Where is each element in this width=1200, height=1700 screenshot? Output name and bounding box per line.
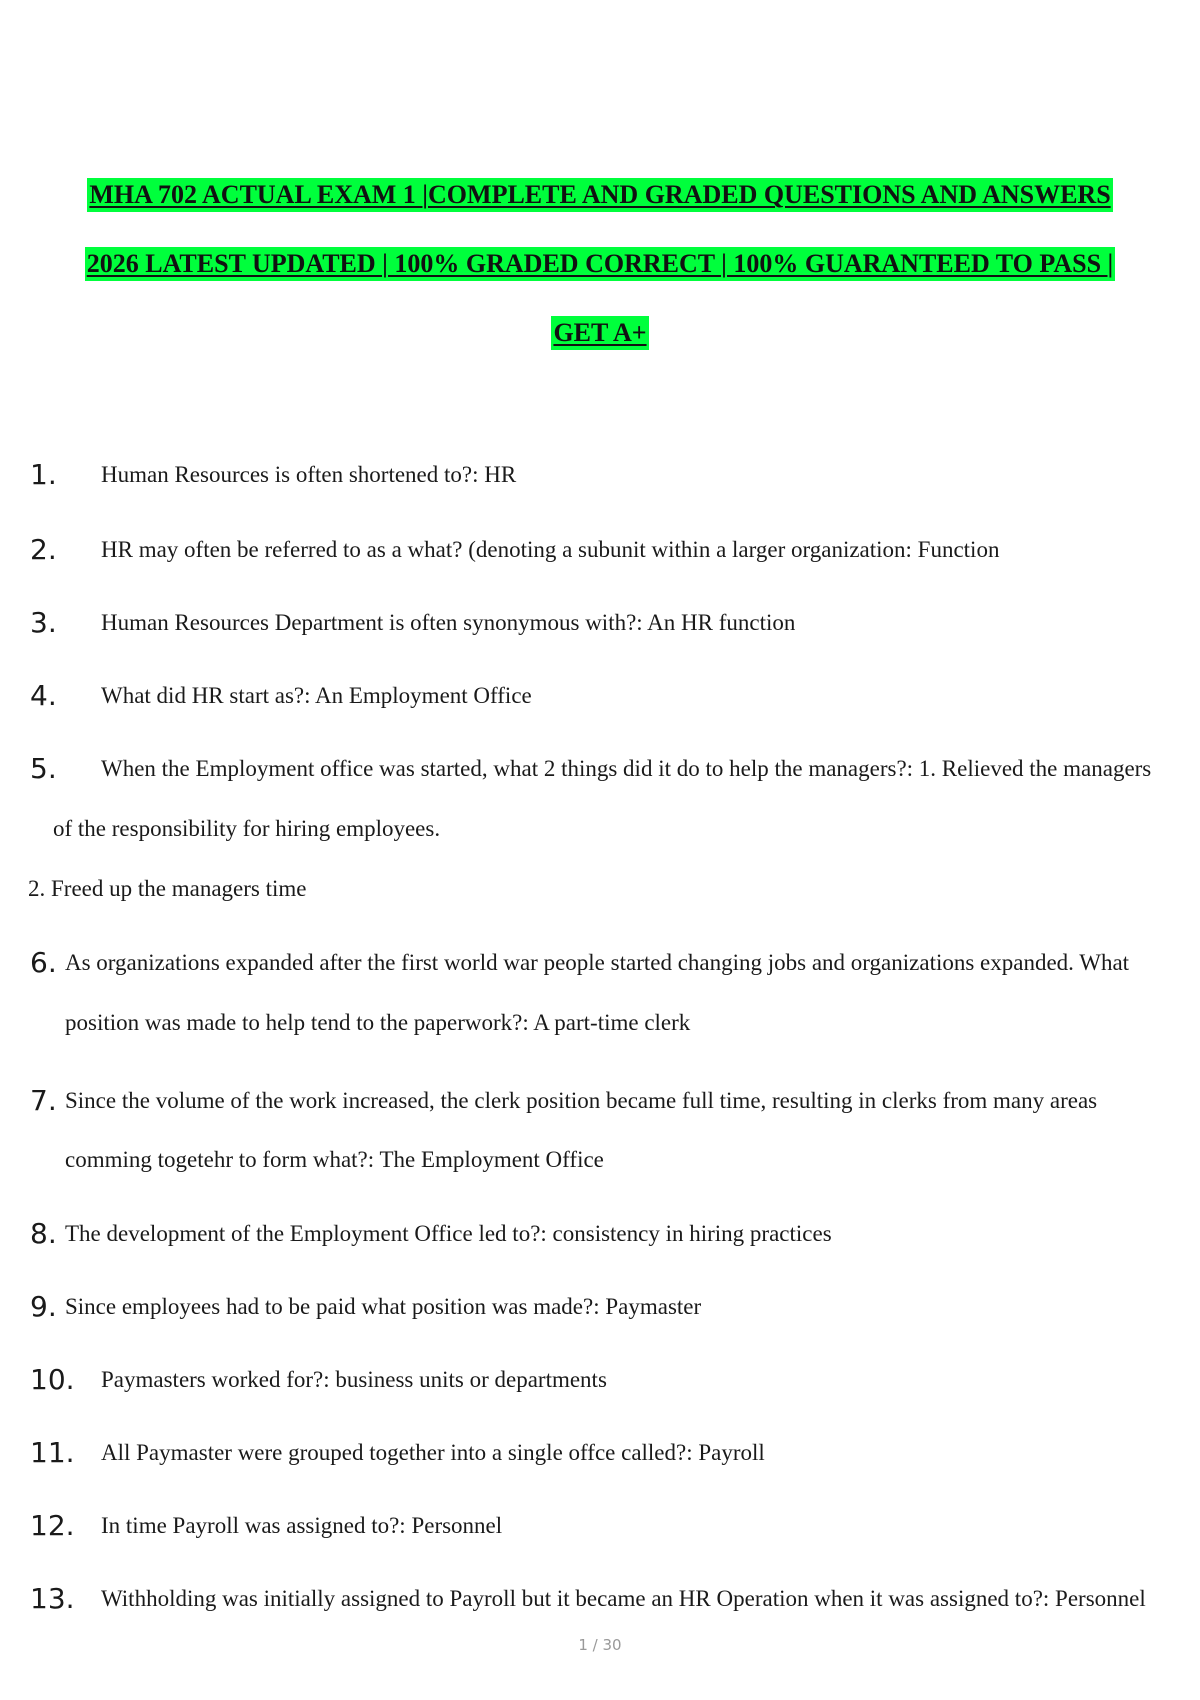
item-number: 1. (30, 458, 57, 491)
item-text: As organizations expanded after the first world war people started changing jobs and organizations expanded. What (65, 950, 1130, 975)
item-number: 10. (30, 1363, 75, 1396)
item-text: The development of the Employment Office led to?: consistency in hiring practices (65, 1221, 832, 1246)
title-line-1: MHA 702 ACTUAL EXAM 1 |COMPLETE AND GRADED QUESTIONS AND ANSWERS (87, 178, 1112, 212)
item-text: Human Resources is often shortened to?: HR (101, 462, 517, 487)
item-number: 12. (30, 1509, 75, 1542)
item-text: Human Resources Department is often synonymous with?: An HR function (101, 610, 796, 635)
title-line-3: GET A+ (551, 316, 648, 350)
item-text: Since the volume of the work increased, the clerk position became full time, resulting in clerks from many areas (65, 1088, 1098, 1113)
item-text: Paymasters worked for?: business units or departments (101, 1367, 607, 1392)
title-line-2: 2026 LATEST UPDATED | 100% GRADED CORRECT | 100% GUARANTEED TO PASS | (85, 247, 1116, 281)
item-number: 4. (30, 679, 57, 712)
item-number: 5. (30, 752, 57, 785)
item-sub-answer: 2. Freed up the managers time (28, 876, 307, 901)
item-text: In time Payroll was assigned to?: Personnel (101, 1513, 503, 1538)
item-text: Since employees had to be paid what position was made?: Paymaster (65, 1294, 702, 1319)
item-number: 6. (30, 946, 57, 979)
item-text-continued: position was made to help tend to the paperwork?: A part-time clerk (65, 1010, 691, 1035)
page-indicator: 1 / 30 (578, 1636, 622, 1654)
item-number: 11. (30, 1436, 75, 1469)
item-text: What did HR start as?: An Employment Office (101, 683, 532, 708)
item-text-continued: comming togetehr to form what?: The Employment Office (65, 1147, 604, 1172)
item-text: Withholding was initially assigned to Payroll but it became an HR Operation when it was assigned to?: Personnel (101, 1586, 1146, 1611)
item-text: HR may often be referred to as a what? (denoting a subunit within a larger organization: Function (101, 537, 1000, 562)
item-number: 7. (30, 1084, 57, 1117)
item-number: 3. (30, 606, 57, 639)
item-number: 13. (30, 1582, 75, 1615)
item-text: When the Employment office was started, what 2 things did it do to help the managers?: 1. Relieved the managers (101, 756, 1152, 781)
item-number: 2. (30, 533, 57, 566)
item-number: 8. (30, 1217, 57, 1250)
item-text: All Paymaster were grouped together into a single offce called?: Payroll (101, 1440, 765, 1465)
document-title (0, 178, 1200, 385)
item-number: 9. (30, 1290, 57, 1323)
item-text-continued: of the responsibility for hiring employees. (53, 816, 441, 841)
